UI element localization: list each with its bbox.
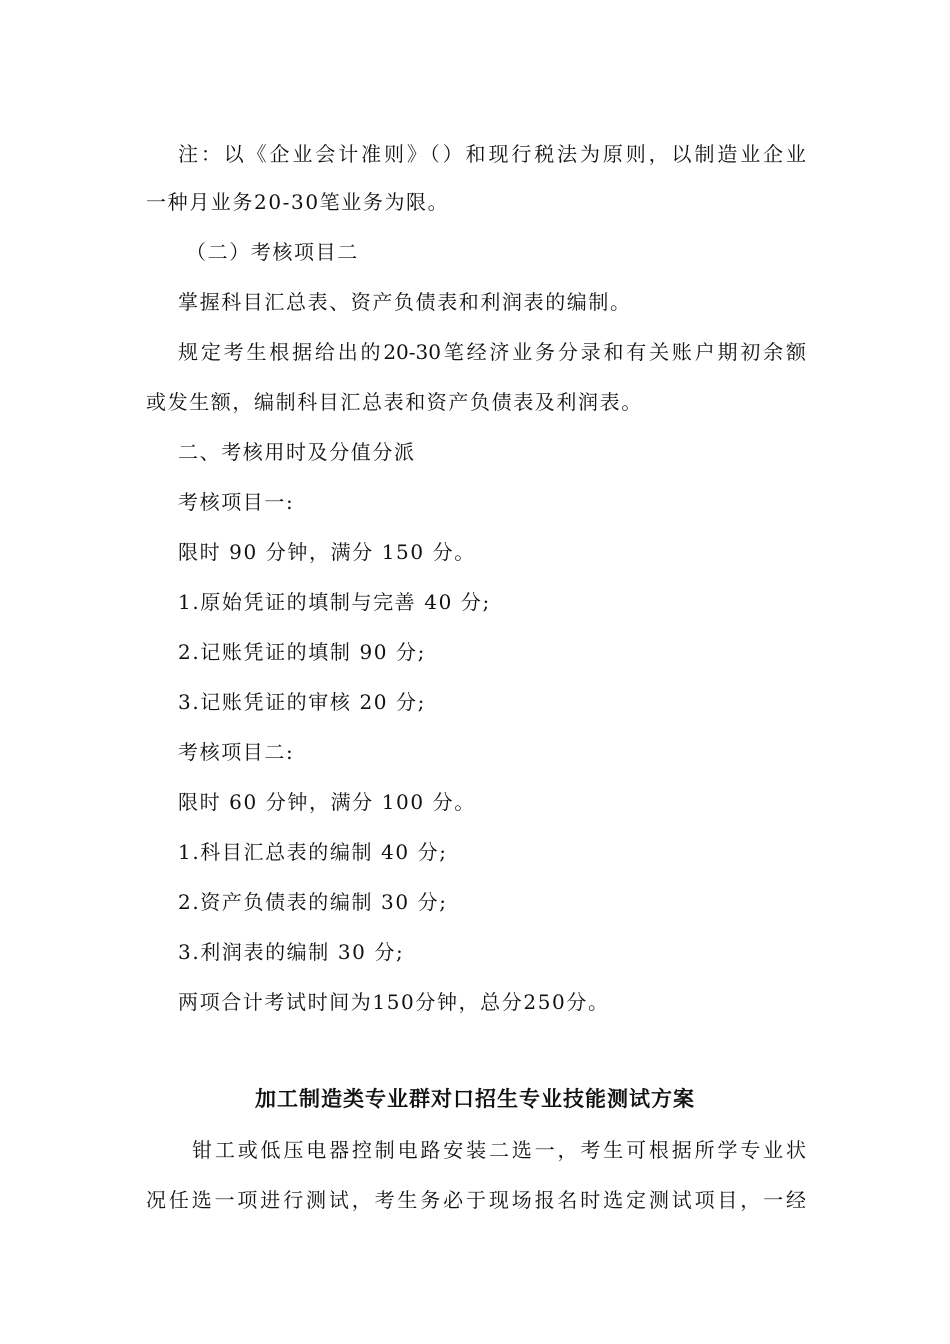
project1-time: 限时 90 分钟，满分 150 分。 (178, 540, 476, 564)
project2-item-1: 1.科目汇总表的编制 40 分; (178, 840, 448, 864)
project1-item-2: 2.记账凭证的填制 90 分; (178, 640, 426, 664)
note-line-2: 一种月业务20-30笔业务为限。 (146, 190, 450, 214)
section-title: 加工制造类专业群对口招生专业技能测试方案 (255, 1086, 695, 1111)
project2-item-3: 3.利润表的编制 30 分; (178, 940, 405, 964)
plan-line-1: 钳工或低压电器控制电路安装二选一，考生可根据所学专业状 (192, 1138, 806, 1162)
total-summary: 两项合计考试时间为150分钟，总分250分。 (178, 990, 610, 1014)
project2-label: 考核项目二: (178, 740, 295, 764)
plan-line-2: 况任选一项进行测试，考生务必于现场报名时选定测试项目，一经 (146, 1188, 806, 1212)
project2-requirement-line-2: 或发生额，编制科目汇总表和资产负债表及利润表。 (146, 390, 643, 414)
section2-heading: 二、考核用时及分值分派 (178, 440, 416, 464)
note-line-1: 注：以《企业会计准则》（）和现行税法为原则，以制造业企业 (178, 142, 806, 166)
project2-time: 限时 60 分钟，满分 100 分。 (178, 790, 476, 814)
project1-item-3: 3.记账凭证的审核 20 分; (178, 690, 426, 714)
project2-item-2: 2.资产负债表的编制 30 分; (178, 890, 448, 914)
project1-item-1: 1.原始凭证的填制与完善 40 分; (178, 590, 491, 614)
project2-description: 掌握科目汇总表、资产负债表和利润表的编制。 (178, 290, 632, 314)
project2-requirement-line-1: 规定考生根据给出的20-30笔经济业务分录和有关账户期初余额 (178, 340, 806, 364)
project1-label: 考核项目一: (178, 490, 295, 514)
project2-heading: （二）考核项目二 (186, 240, 359, 264)
